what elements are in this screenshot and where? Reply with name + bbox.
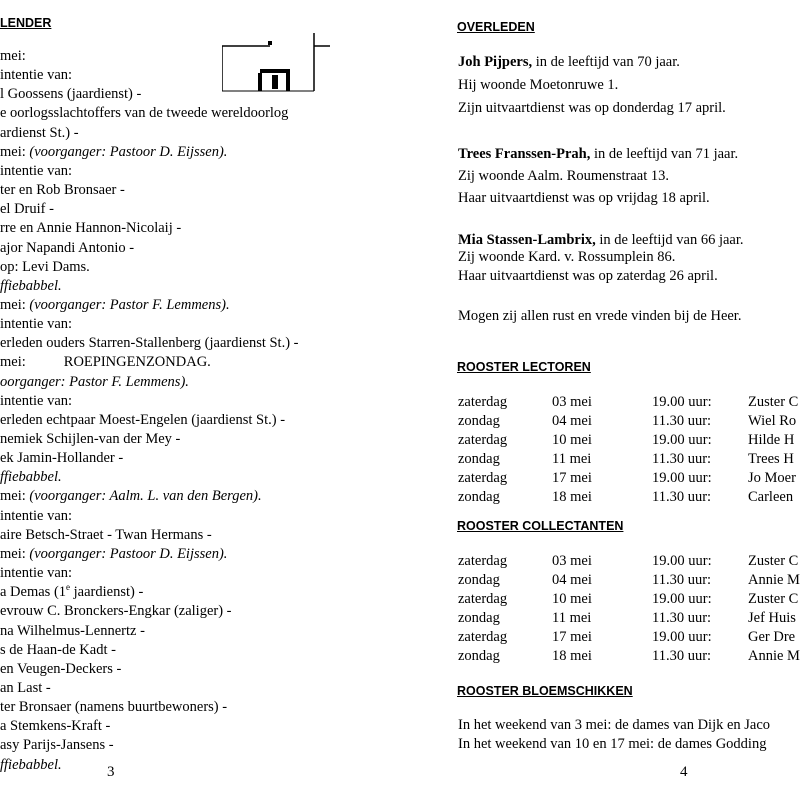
roster-date: 04 mei [552,572,592,588]
obituary-2-line-3: Haar uitvaartdienst was op vrijdag 18 april. [458,190,710,206]
lectoren-heading: ROOSTER LECTOREN [457,360,591,374]
roster-time: 11.30 uur: [652,648,712,664]
roster-name: Hilde H [748,432,795,448]
calendar-line-italic: (voorganger: Aalm. L. van den Bergen). [29,488,262,505]
calendar-line [0,411,285,430]
roster-name: Zuster C [748,394,799,410]
calendar-line [0,660,121,679]
calendar-line [0,277,62,296]
calendar-line [0,641,116,660]
calendar-line [0,219,181,238]
calendar-line-italic: ffiebabbel. [0,277,62,294]
calendar-line-italic: (voorganger: Pastor F. Lemmens). [29,296,230,313]
calendar-line [0,239,134,258]
roster-name: Trees H [748,451,794,467]
calendar-line [0,104,288,123]
roster-date: 17 mei [552,470,592,486]
roster-name: Zuster C [748,553,799,569]
roster-date: 03 mei [552,394,592,410]
calendar-line [0,602,232,621]
calendar-line [0,679,51,698]
calendar-line-text: ardienst St.) - [0,124,79,141]
obituary-2-line-1: Trees Franssen-Prah, in de leeftijd van 71 jaar. [458,146,739,162]
roster-date: 04 mei [552,413,592,429]
roster-name: Jef Huis [748,610,796,626]
calendar-line-text: evrouw C. Bronckers-Engkar (zaliger) - [0,603,232,620]
calendar-line-text: intentie van: [0,162,73,179]
calendar-line [0,315,72,334]
roster-date: 11 mei [552,451,592,467]
calendar-line [0,47,26,66]
calendar-line [0,487,262,506]
roster-day: zondag [458,451,500,467]
obituary-1-line-1: Joh Pijpers, in de leeftijd van 70 jaar. [458,54,680,70]
church-illustration [222,33,332,93]
obituary-3-line-3: Haar uitvaartdienst was op zaterdag 26 april. [458,268,718,284]
calendar-line [0,430,180,449]
calendar-line-text: rre en Annie Hannon-Nicolaij - [0,220,182,237]
calendar-line-text: na Wilhelmus-Lennertz - [0,622,145,639]
roster-time: 19.00 uur: [652,394,712,410]
roster-time: 11.30 uur: [652,610,712,626]
calendar-line-text: asy Parijs-Jansens - [0,737,114,754]
calendar-line-text: mei: [0,296,30,313]
calendar-line [0,717,110,736]
roster-time: 11.30 uur: [652,572,712,588]
calendar-line-text: erleden echtpaar Moest-Engelen (jaardienst St.) - [0,411,286,428]
calendar-line-text: ter Bronsaer (namens buurtbewoners) - [0,699,228,716]
roster-day: zaterdag [458,470,508,486]
overleden-heading: OVERLEDEN [457,20,535,34]
calendar-line-text: mei: [0,48,26,64]
roster-date: 10 mei [552,432,592,448]
calendar-line-italic: ffiebabbel. [0,756,62,773]
calendar-line-text: a Stemkens-Kraft - [0,718,111,735]
calendar-line [0,181,125,200]
calendar-line [0,200,54,219]
roster-date: 10 mei [552,591,592,607]
roster-date: 18 mei [552,489,592,505]
calendar-line [0,698,227,717]
calendar-line [0,85,141,104]
roster-time: 19.00 uur: [652,629,712,645]
calendar-line [0,736,114,755]
calendar-line-text: aire Betsch-Straet - Twan Hermans - [0,526,212,543]
roster-date: 11 mei [552,610,592,626]
obituary-3-line-1: Mia Stassen-Lambrix, in de leeftijd van 66 jaar. [458,232,744,248]
roster-day: zondag [458,648,500,664]
calendar-line [0,526,212,545]
roster-day: zaterdag [458,629,508,645]
roster-time: 19.00 uur: [652,591,712,607]
roster-time: 19.00 uur: [652,470,712,486]
calendar-line-text: intentie van: [0,67,73,84]
calendar-line-text: intentie van: [0,392,73,409]
obituary-3-line-2: Zij woonde Kard. v. Rossumplein 86. [458,249,676,265]
roster-time: 19.00 uur: [652,553,712,569]
roster-name: Annie M [748,572,800,588]
calendar-line-text: intentie van: [0,507,73,524]
calendar-line-text: mei: [0,488,30,505]
roster-day: zondag [458,610,500,626]
calendar-line-text: mei: [0,354,26,371]
calendar-line-text: en Veugen-Deckers - [0,660,122,677]
calendar-line [0,296,230,315]
calendar-line-text: op: Levi Dams. [0,258,90,275]
roster-time: 19.00 uur: [652,432,712,448]
calendar-line [0,392,72,411]
roster-day: zaterdag [458,591,508,607]
roster-name: Zuster C [748,591,799,607]
calendar-line-italic: ffiebabbel. [0,469,62,486]
right-page [400,0,800,800]
calendar-line-text: a Demas (1 [0,584,67,601]
calendar-line [0,124,79,143]
calendar-line-theme: ROEPINGENZONDAG. [63,354,211,371]
bloemschikken-line-1: In het weekend van 3 mei: de dames van Dijk en Jaco [458,717,771,733]
roster-name: Annie M [748,648,800,664]
calendar-line [0,583,143,602]
roster-day: zondag [458,572,500,588]
roster-time: 11.30 uur: [652,489,712,505]
obituary-1-line-3: Zijn uitvaartdienst was op donderdag 17 april. [458,100,726,116]
calendar-line-text: ek Jamin-Hollander - [0,450,124,467]
calendar-line-text: erleden ouders Starren-Stallenberg (jaardienst St.) - [0,335,299,352]
roster-name: Wiel Ro [748,413,797,429]
roster-date: 03 mei [552,553,592,569]
calendar-line-superscript: e [66,582,71,593]
bloemschikken-heading: ROOSTER BLOEMSCHIKKEN [457,684,633,698]
calendar-line-text: el Druif - [0,201,54,218]
roster-time: 11.30 uur: [652,451,712,467]
calendar-line [0,507,72,526]
calendar-line-text: ter en Rob Bronsaer - [0,182,125,199]
calendar-line [0,756,62,775]
roster-name: Jo Moer [748,470,796,486]
roster-date: 17 mei [552,629,592,645]
calendar-line-text: s de Haan-de Kadt - [0,641,116,658]
calendar-line-italic: (voorganger: Pastoor D. Eijssen). [29,545,228,562]
collectanten-heading: ROOSTER COLLECTANTEN [457,519,624,533]
page-number-left: 3 [107,764,115,780]
roster-time: 11.30 uur: [652,413,712,429]
calendar-line-text: e oorlogsslachtoffers van de tweede wereldoorlog [0,105,289,122]
roster-day: zaterdag [458,432,508,448]
obituary-2-line-2: Zij woonde Aalm. Roumenstraat 13. [458,168,670,184]
roster-name: Ger Dre [748,629,796,645]
page-number-right: 4 [680,764,688,780]
calendar-line-text: l Goossens (jaardienst) - [0,86,142,103]
calendar-line-text: an Last - [0,679,51,696]
calendar-line-text: ajor Napandi Antonio - [0,239,135,256]
calendar-line-text: intentie van: [0,565,73,582]
calendar-line [0,468,62,487]
roster-day: zondag [458,413,500,429]
roster-name: Carleen [748,489,794,505]
calendar-line-text: nemiek Schijlen-van der Mey - [0,431,181,447]
calendar-line [0,373,189,392]
calendar-line [0,622,145,641]
calendar-line-italic: (voorganger: Pastoor D. Eijssen). [29,143,228,160]
calendar-line [0,66,72,85]
calendar-line-text: mei: [0,545,30,562]
calendar-line [0,162,72,181]
calendar-line [0,334,299,353]
calendar-line [0,449,123,468]
roster-day: zaterdag [458,553,508,569]
calendar-line-text-after: jaardienst) - [70,584,144,601]
obituary-1-line-2: Hij woonde Moetonruwe 1. [458,77,619,93]
roster-day: zaterdag [458,394,508,410]
calendar-line-text: intentie van: [0,316,73,333]
calendar-line-text: mei: [0,143,30,160]
calendar-line [0,564,72,583]
calendar-line [0,143,227,162]
roster-day: zondag [458,489,500,505]
calendar-line [0,545,227,564]
obituary-closing: Mogen zij allen rust en vrede vinden bij de Heer. [458,308,742,324]
calendar-line [0,353,211,372]
bloemschikken-line-2: In het weekend van 10 en 17 mei: de dames Godding [458,736,767,752]
roster-date: 18 mei [552,648,592,664]
calendar-line [0,258,90,277]
calendar-heading: LENDER [0,16,52,30]
calendar-line-italic: oorganger: Pastor F. Lemmens). [0,373,189,390]
